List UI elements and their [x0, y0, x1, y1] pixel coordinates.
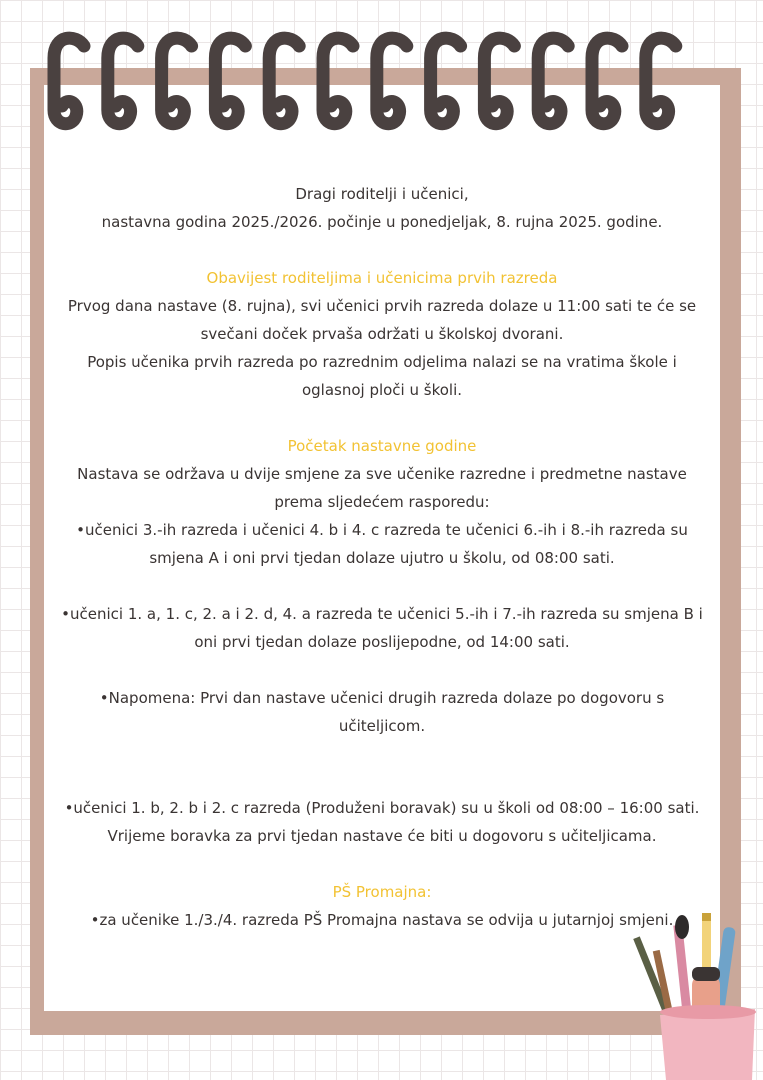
extended-stay-info: •učenici 1. b, 2. b i 2. c razreda (Produženi boravak) su u školi od 08:00 – 16:00 sati. Vrijeme boravka za prvi tjedan nastave će biti u dogovoru s učiteljicama. [64, 799, 700, 845]
binding-ring [108, 38, 138, 124]
first-grade-paragraph-2: Popis učenika prvih razreda po razrednim odjelima nalazi se na vratima škole i oglasnoj ploči u školi. [87, 353, 677, 399]
shift-a-info: •učenici 3.-ih razreda i učenici 4. b i 4. c razreda te učenici 6.-ih i 8.-ih razreda su smjena A i oni prvi tjedan dolaze ujutro u školu, od 08:00 sati. [76, 521, 688, 567]
binding-ring [54, 38, 84, 124]
promajna-info: •za učenike 1./3./4. razreda PŠ Promajna nastava se odvija u jutarnjoj smjeni. [90, 911, 674, 929]
binding-ring [377, 38, 407, 124]
binding-ring [269, 38, 299, 124]
binding-ring [431, 38, 461, 124]
school-start-heading: Početak nastavne godine [287, 437, 477, 455]
binding-ring [538, 38, 568, 124]
school-year-start: nastavna godina 2025./2026. počinje u ponedjeljak, 8. rujna 2025. godine. [101, 213, 663, 231]
binding-ring [484, 38, 514, 124]
first-grade-paragraph-1: Prvog dana nastave (8. rujna), svi učenici prvih razreda dolaze u 11:00 sati te će se svečani doček prvaša održati u školskoj dvorani. [67, 297, 697, 343]
promajna-heading: PŠ Promajna: [332, 883, 432, 901]
note: •Napomena: Prvi dan nastave učenici drugih razreda dolaze po dogovoru s učiteljicom. [99, 689, 665, 735]
notice-content [58, 180, 706, 934]
binding-ring [215, 38, 245, 124]
school-start-intro: Nastava se održava u dvije smjene za sve učenike razredne i predmetne nastave prema sljedećem rasporedu: [77, 465, 687, 511]
first-grade-heading: Obavijest roditeljima i učenicima prvih razreda [206, 269, 558, 287]
pencil-cup-icon [630, 905, 763, 1080]
binding-ring [592, 38, 622, 124]
binding-ring [162, 38, 192, 124]
spiral-binding-icon [0, 0, 763, 150]
binding-ring [646, 38, 676, 124]
shift-b-info: •učenici 1. a, 1. c, 2. a i 2. d, 4. a razreda te učenici 5.-ih i 7.-ih razreda su smjena B i oni prvi tjedan dolaze poslijepodne, od 14:00 sati. [61, 605, 703, 651]
greeting: Dragi roditelji i učenici, [295, 185, 469, 203]
binding-ring [323, 38, 353, 124]
